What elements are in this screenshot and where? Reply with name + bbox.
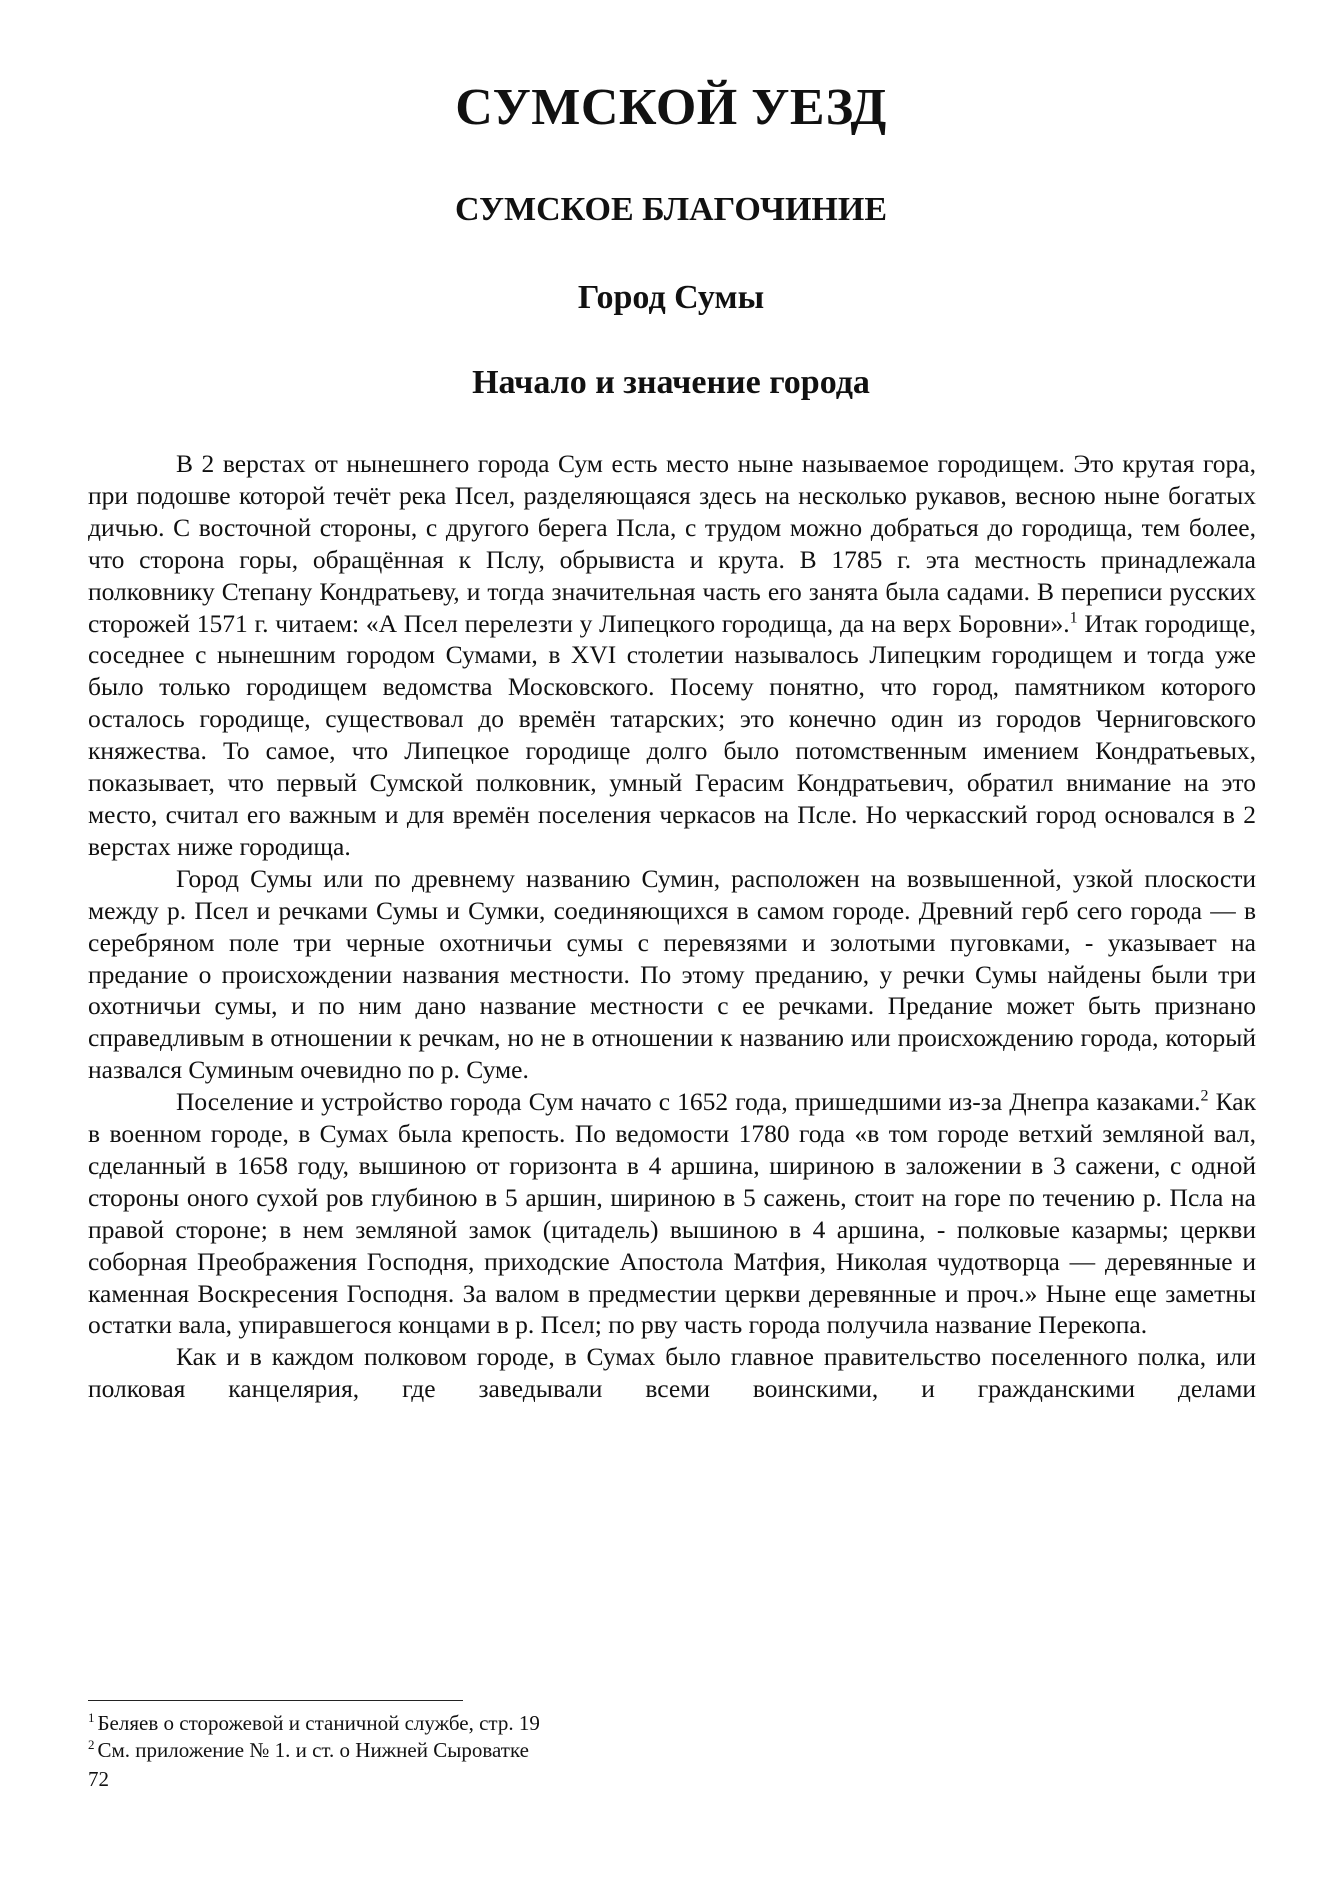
footnote-2: [88, 1737, 988, 1764]
paragraph-text: Итак городище, соседнее с нынешним городом Сумами, в XVI столетии называлось Липецким городищем и тогда уже было только городищем ведомства Московского. Посему понятно, что город, памятником которого осталось городище, существовал до времён татарских; это конечно один из городов Черниговского княжества. То самое, что Липецкое городище долго было потомственным имением Кондратьевых, показывает, что первый Сумской полковник, умный Герасим Кондратьевич, обратил внимание на это место, считал его важным и для времён поселения черкасов на Псле. Но черкасский город основался в 2 верстах ниже городища.: [88, 608, 1257, 861]
paragraph-2: Город Сумы или по древнему названию Сумин, расположен на возвышенной, узкой плоскости между р. Псел и речками Сумы и Сумки, соединяющихся в самом городе. Древний герб сего города — в серебряном поле три черные охотничьи сумы с перевязями и золотыми пуговками, - указывает на предание о происхождении названия местности. По этому преданию, у речки Сумы найдены были три охотничьи сумы, и по ним дано название местности с ее речками. Предание может быть признано справедливым в отношении к речкам, но не в отношении к названию или происхождению города, который назвался Суминым очевидно по р. Суме.: [88, 863, 1256, 1085]
paragraph-text: Как в военном городе, в Сумах была крепость. По ведомости 1780 года «в том городе ветхий земляной вал, сделанный в 1658 году, вышиною от горизонта в 4 аршина, шириною в заложении в 3 сажени, с одной стороны оного сухой ров глубиною в 5 аршин, шириною в 5 сажень, стоит на горе по течению р. Псла на правой стороне; в нем земляной замок (цитадель) вышиною в 4 аршина, - полковые казармы; церкви соборная Преображения Господня, приходские Апостола Матфия, Николая чудотворца — деревянные и каменная Воскресения Господня. За валом в предместии церкви деревянные и проч.» Ныне еще заметны остатки вала, упиравшегося концами в р. Псел; по рву часть города получила название Перекопа.: [88, 1087, 1256, 1340]
footnote-1: [88, 1710, 988, 1737]
footnote-text: Беляев о сторожевой и станичной службе, стр. 19: [97, 1711, 540, 1735]
footnote-number: 1: [88, 1710, 95, 1725]
body-text: [88, 448, 1256, 1405]
footnote-separator: [88, 1700, 463, 1701]
footnote-ref-2: 2: [1200, 1087, 1209, 1105]
footnote-number: 2: [88, 1737, 95, 1752]
paragraph-3: [88, 1086, 1256, 1341]
city-heading: Город Сумы: [577, 279, 765, 316]
deanery-heading: СУМСКОЕ БЛАГОЧИНИЕ: [454, 191, 887, 228]
page-number: 72: [88, 1767, 109, 1791]
paragraph-4: Как и в каждом полковом городе, в Сумах было главное правительство поселенного полка, или полковая канцелярия, где заведывали всеми воинскими, и гражданскими делами: [88, 1342, 1256, 1404]
footnote-text: См. приложение № 1. и ст. о Нижней Сыроватке: [97, 1738, 529, 1762]
main-heading: СУМСКОЙ УЕЗД: [455, 79, 887, 136]
footnote-ref-1: 1: [1069, 609, 1078, 627]
paragraph-text: В 2 верстах от нынешнего города Сум есть место ныне называемое городищем. Это крутая гора, при подошве которой течёт река Псел, разделяющаяся здесь на несколько рукавов, весною ныне богатых дичью. С восточной стороны, с другого берега Псла, с трудом можно добраться до городища, тем более, что сторона горы, обращённая к Пслу, обрывиста и крута. В 1785 г. эта местность принадлежала полковнику Степану Кондратьеву, и тогда значительная часть его занята была садами. В переписи русских сторожей 1571 г. читаем: «А Псел перелезти у Липецкого городища, да на верх Боровни».: [88, 449, 1256, 638]
footnotes: [88, 1710, 988, 1764]
paragraph-1: [88, 448, 1256, 863]
paragraph-text: Поселение и устройство города Сум начато с 1652 года, пришедшими из-за Днепра казаками.: [176, 1087, 1201, 1117]
section-heading: Начало и значение города: [472, 364, 870, 401]
